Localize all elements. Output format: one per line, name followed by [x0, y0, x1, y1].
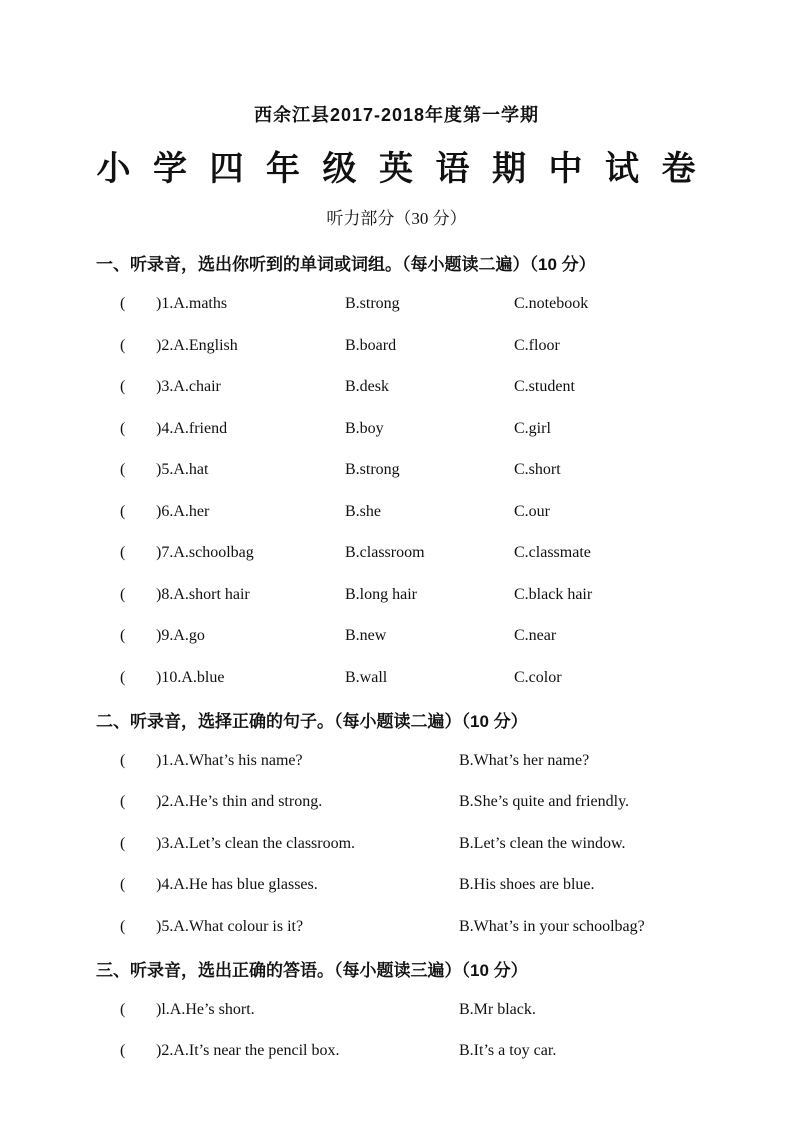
- option-c: C.classmate: [514, 544, 591, 562]
- section-3-heading: 三、听录音，选出正确的答语。（每小题读三遍）（10 分）: [96, 960, 528, 980]
- option-a: )8.A.short hair: [156, 585, 250, 603]
- section-2-question-3: [0, 823, 793, 865]
- section-1-question-6: [0, 491, 793, 533]
- section-1-question-7: [0, 533, 793, 575]
- option-a: )5.A.hat: [156, 461, 209, 479]
- section-1-question-1: [0, 284, 793, 326]
- section-2-question-4: [0, 865, 793, 907]
- section-3-question-1: [0, 989, 793, 1031]
- answer-bracket: (: [120, 917, 126, 935]
- option-b: B.Mr black.: [459, 1000, 536, 1018]
- option-b: B.She’s quite and friendly.: [459, 793, 630, 811]
- section-2-question-1: [0, 740, 793, 782]
- option-b: B.desk: [345, 378, 389, 396]
- answer-bracket: (: [120, 544, 126, 562]
- option-a: )9.A.go: [156, 627, 205, 645]
- answer-bracket: (: [120, 461, 126, 479]
- option-b: B.wall: [345, 668, 388, 686]
- answer-bracket: (: [120, 378, 126, 396]
- option-a: )10.A.blue: [156, 668, 225, 686]
- answer-bracket: (: [120, 627, 126, 645]
- option-a: )6.A.her: [156, 502, 210, 520]
- section-1-question-4: [0, 408, 793, 450]
- option-b: B.long hair: [345, 585, 417, 603]
- section-1-question-3: [0, 367, 793, 409]
- option-b: B.she: [345, 502, 381, 520]
- option-a: )7.A.schoolbag: [156, 544, 254, 562]
- option-b: B.boy: [345, 419, 384, 437]
- option-b: B.It’s a toy car.: [459, 1042, 557, 1060]
- option-b: B.new: [345, 627, 387, 645]
- answer-bracket: (: [120, 876, 126, 894]
- section-2-question-5: [0, 906, 793, 948]
- answer-bracket: (: [120, 1042, 126, 1060]
- answer-bracket: (: [120, 336, 126, 354]
- exam-body: [0, 242, 793, 1072]
- answer-bracket: (: [120, 668, 126, 686]
- option-a: )1.A.maths: [156, 295, 228, 313]
- answer-bracket: (: [120, 793, 126, 811]
- section-2-question-2: [0, 782, 793, 824]
- answer-bracket: (: [120, 502, 126, 520]
- section-1-question-8: [0, 574, 793, 616]
- answer-bracket: (: [120, 295, 126, 313]
- option-a: )4.A.friend: [156, 419, 228, 437]
- option-a: )3.A.chair: [156, 378, 221, 396]
- option-a: )2.A.English: [156, 336, 238, 354]
- option-c: C.girl: [514, 419, 551, 437]
- option-c: C.notebook: [514, 295, 589, 313]
- option-c: C.black hair: [514, 585, 593, 603]
- option-b: B.strong: [345, 295, 400, 313]
- option-a: )5.A.What colour is it?: [156, 917, 304, 935]
- option-a: )3.A.Let’s clean the classroom.: [156, 834, 356, 852]
- option-b: B.board: [345, 336, 397, 354]
- answer-bracket: (: [120, 834, 126, 852]
- option-c: C.our: [514, 502, 550, 520]
- option-c: C.color: [514, 668, 562, 686]
- section-3-question-2: [0, 1031, 793, 1073]
- listening-part-title: 听力部分（30 分）: [326, 209, 467, 228]
- option-b: B.classroom: [345, 544, 425, 562]
- option-c: C.student: [514, 378, 575, 396]
- section-2-heading: 二、听录音，选择正确的句子。（每小题读二遍）（10 分）: [96, 711, 528, 731]
- exam-title: 小 学 四 年 级 英 语 期 中 试 卷: [96, 151, 697, 188]
- option-a: )2.A.He’s thin and strong.: [156, 793, 323, 811]
- answer-bracket: (: [120, 1000, 126, 1018]
- option-b: B.Let’s clean the window.: [459, 834, 626, 852]
- option-a: )2.A.It’s near the pencil box.: [156, 1042, 340, 1060]
- section-1-question-10: [0, 657, 793, 699]
- option-b: B.What’s her name?: [459, 751, 590, 769]
- section-1-question-2: [0, 325, 793, 367]
- option-b: B.His shoes are blue.: [459, 876, 595, 894]
- section-1-heading: 一、听录音，选出你听到的单词或词组。（每小题读二遍）（10 分）: [96, 255, 596, 275]
- option-a: )4.A.He has blue glasses.: [156, 876, 318, 894]
- option-a: )l.A.He’s short.: [156, 1000, 255, 1018]
- answer-bracket: (: [120, 585, 126, 603]
- answer-bracket: (: [120, 751, 126, 769]
- option-c: C.floor: [514, 336, 560, 354]
- option-a: )1.A.What’s his name?: [156, 751, 303, 769]
- option-c: C.short: [514, 461, 561, 479]
- section-1-question-5: [0, 450, 793, 492]
- exam-session-title: 西余江县2017-2018年度第一学期: [253, 105, 540, 125]
- option-c: C.near: [514, 627, 557, 645]
- option-b: B.What’s in your schoolbag?: [459, 917, 645, 935]
- section-1-question-9: [0, 616, 793, 658]
- answer-bracket: (: [120, 419, 126, 437]
- option-b: B.strong: [345, 461, 400, 479]
